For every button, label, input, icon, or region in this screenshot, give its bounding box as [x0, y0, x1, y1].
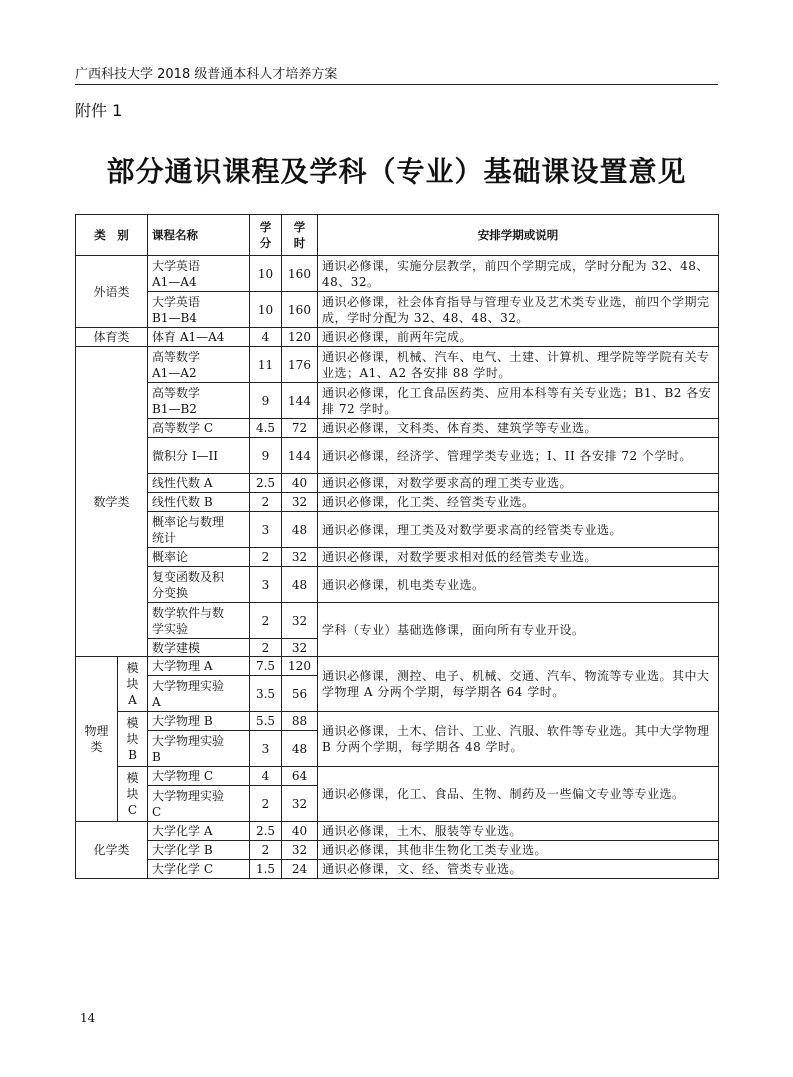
note: 通识必修课，理工类及对数学要求高的经管类专业选。	[318, 512, 719, 548]
note: 通识必修课，对数学要求相对低的经管类专业选。	[318, 548, 719, 567]
hours: 176	[282, 347, 318, 383]
course-name: 线性代数 B	[148, 493, 250, 512]
credit: 3	[250, 731, 282, 767]
hours: 48	[282, 731, 318, 767]
table-row	[76, 767, 719, 786]
course-name: 概率论	[148, 548, 250, 567]
hours: 120	[282, 328, 318, 347]
course-name: 概率论与数理 统计	[148, 512, 250, 548]
credit: 3	[250, 512, 282, 548]
credit: 5.5	[250, 712, 282, 731]
hours: 32	[282, 639, 318, 657]
header-category: 类 别	[76, 215, 148, 256]
credit: 4.5	[250, 419, 282, 438]
course-name: 大学英语 A1—A4	[148, 256, 250, 292]
page-number: 14	[80, 1011, 96, 1025]
note: 通识必修课，测控、电子、机械、交通、汽车、物流等专业选。其中大学物理 A 分两个学期，每学期各 64 学时。	[318, 657, 719, 712]
group-physics: 物理 类	[76, 657, 118, 822]
credit: 3.5	[250, 676, 282, 712]
credit: 10	[250, 292, 282, 328]
note: 通识必修课，实施分层教学，前四个学期完成，学时分配为 32、48、48、32。	[318, 256, 719, 292]
table-row	[76, 841, 719, 860]
note: 通识必修课，对数学要求高的理工类专业选。	[318, 474, 719, 493]
table-row	[76, 474, 719, 493]
credit: 7.5	[250, 657, 282, 676]
module-a: 模 块 A	[118, 657, 148, 712]
table-header-row	[76, 215, 719, 256]
header-hours: 学 时	[282, 215, 318, 256]
hours: 32	[282, 603, 318, 639]
hours: 32	[282, 493, 318, 512]
table-row	[76, 657, 719, 676]
hours: 64	[282, 767, 318, 786]
credit: 4	[250, 767, 282, 786]
table-row	[76, 712, 719, 731]
credit: 2	[250, 548, 282, 567]
group-chem: 化学类	[76, 822, 148, 879]
table-row	[76, 419, 719, 438]
header-note: 安排学期或说明	[318, 215, 719, 256]
credit: 2.5	[250, 822, 282, 841]
note: 通识必修课，社会体育指导与管理专业及艺术类专业选，前四个学期完成，学时分配为 32、48、48、32。	[318, 292, 719, 328]
document-title: 部分通识课程及学科（专业）基础课设置意见	[106, 155, 687, 188]
note: 通识必修课，经济学、管理学类专业选；I、II 各安排 72 个学时。	[318, 438, 719, 474]
table-row	[76, 328, 719, 347]
hours: 160	[282, 292, 318, 328]
credit: 11	[250, 347, 282, 383]
table-row	[76, 493, 719, 512]
note: 通识必修课，前两年完成。	[318, 328, 719, 347]
course-name: 线性代数 A	[148, 474, 250, 493]
credit: 2.5	[250, 474, 282, 493]
credit: 10	[250, 256, 282, 292]
table-row	[76, 548, 719, 567]
header-divider	[75, 84, 718, 85]
credit: 9	[250, 438, 282, 474]
note: 通识必修课，其他非生物化工类专业选。	[318, 841, 719, 860]
credit: 2	[250, 603, 282, 639]
hours: 88	[282, 712, 318, 731]
credit: 2	[250, 786, 282, 822]
hours: 160	[282, 256, 318, 292]
credit: 2	[250, 841, 282, 860]
hours: 72	[282, 419, 318, 438]
group-foreign: 外语类	[76, 256, 148, 328]
course-name: 大学物理实验 A	[148, 676, 250, 712]
hours: 32	[282, 548, 318, 567]
hours: 24	[282, 860, 318, 879]
course-name: 大学英语 B1—B4	[148, 292, 250, 328]
course-name: 大学物理 B	[148, 712, 250, 731]
note: 通识必修课，机械、汽车、电气、土建、计算机、理学院等学院有关专业选；A1、A2 各安排 88 学时。	[318, 347, 719, 383]
course-name: 大学物理 A	[148, 657, 250, 676]
course-name: 数学软件与数 学实验	[148, 603, 250, 639]
table-row	[76, 512, 719, 548]
hours: 120	[282, 657, 318, 676]
annex-label: 附件 1	[75, 101, 123, 120]
note: 通识必修课，土木、信计、工业、汽服、软件等专业选。其中大学物理 B 分两个学期，每学期各 48 学时。	[318, 712, 719, 767]
course-name: 体育 A1—A4	[148, 328, 250, 347]
group-math: 数学类	[76, 347, 148, 657]
note: 通识必修课，土木、服装等专业选。	[318, 822, 719, 841]
header-course: 课程名称	[148, 215, 250, 256]
credit: 2	[250, 493, 282, 512]
table-row	[76, 860, 719, 879]
hours: 144	[282, 383, 318, 419]
table-row	[76, 256, 719, 292]
course-name: 高等数学 C	[148, 419, 250, 438]
note: 通识必修课，化工类、经管类专业选。	[318, 493, 719, 512]
credit: 2	[250, 639, 282, 657]
course-name: 复变函数及积 分变换	[148, 567, 250, 603]
note: 学科（专业）基础选修课，面向所有专业开设。	[318, 603, 719, 657]
hours: 144	[282, 438, 318, 474]
course-name: 微积分 I—II	[148, 438, 250, 474]
hours: 48	[282, 567, 318, 603]
course-name: 大学化学 A	[148, 822, 250, 841]
module-c: 模 块 C	[118, 767, 148, 822]
course-name: 大学物理 C	[148, 767, 250, 786]
course-name: 大学物理实验 C	[148, 786, 250, 822]
table-row	[76, 438, 719, 474]
table-row	[76, 567, 719, 603]
course-name: 大学化学 C	[148, 860, 250, 879]
course-name: 高等数学 B1—B2	[148, 383, 250, 419]
module-b: 模 块 B	[118, 712, 148, 767]
note: 通识必修课，文科类、体育类、建筑学等专业选。	[318, 419, 719, 438]
note: 通识必修课，化工、食品、生物、制药及一些偏文专业等专业选。	[318, 767, 719, 822]
credit: 3	[250, 567, 282, 603]
table-row	[76, 383, 719, 419]
course-name: 高等数学 A1—A2	[148, 347, 250, 383]
course-name: 数学建模	[148, 639, 250, 657]
hours: 32	[282, 786, 318, 822]
hours: 40	[282, 822, 318, 841]
credit: 9	[250, 383, 282, 419]
table-row	[76, 603, 719, 639]
credit: 1.5	[250, 860, 282, 879]
course-name: 大学化学 B	[148, 841, 250, 860]
hours: 48	[282, 512, 318, 548]
group-pe: 体育类	[76, 328, 148, 347]
course-name: 大学物理实验 B	[148, 731, 250, 767]
table-row	[76, 347, 719, 383]
note: 通识必修课，文、经、管类专业选。	[318, 860, 719, 879]
table-row	[76, 292, 719, 328]
course-table	[75, 214, 719, 879]
hours: 56	[282, 676, 318, 712]
hours: 32	[282, 841, 318, 860]
header-credit: 学 分	[250, 215, 282, 256]
note: 通识必修课，机电类专业选。	[318, 567, 719, 603]
note: 通识必修课，化工食品医药类、应用本科等有关专业选；B1、B2 各安排 72 学时。	[318, 383, 719, 419]
hours: 40	[282, 474, 318, 493]
running-header: 广西科技大学 2018 级普通本科人才培养方案	[75, 67, 338, 82]
credit: 4	[250, 328, 282, 347]
table-row	[76, 822, 719, 841]
